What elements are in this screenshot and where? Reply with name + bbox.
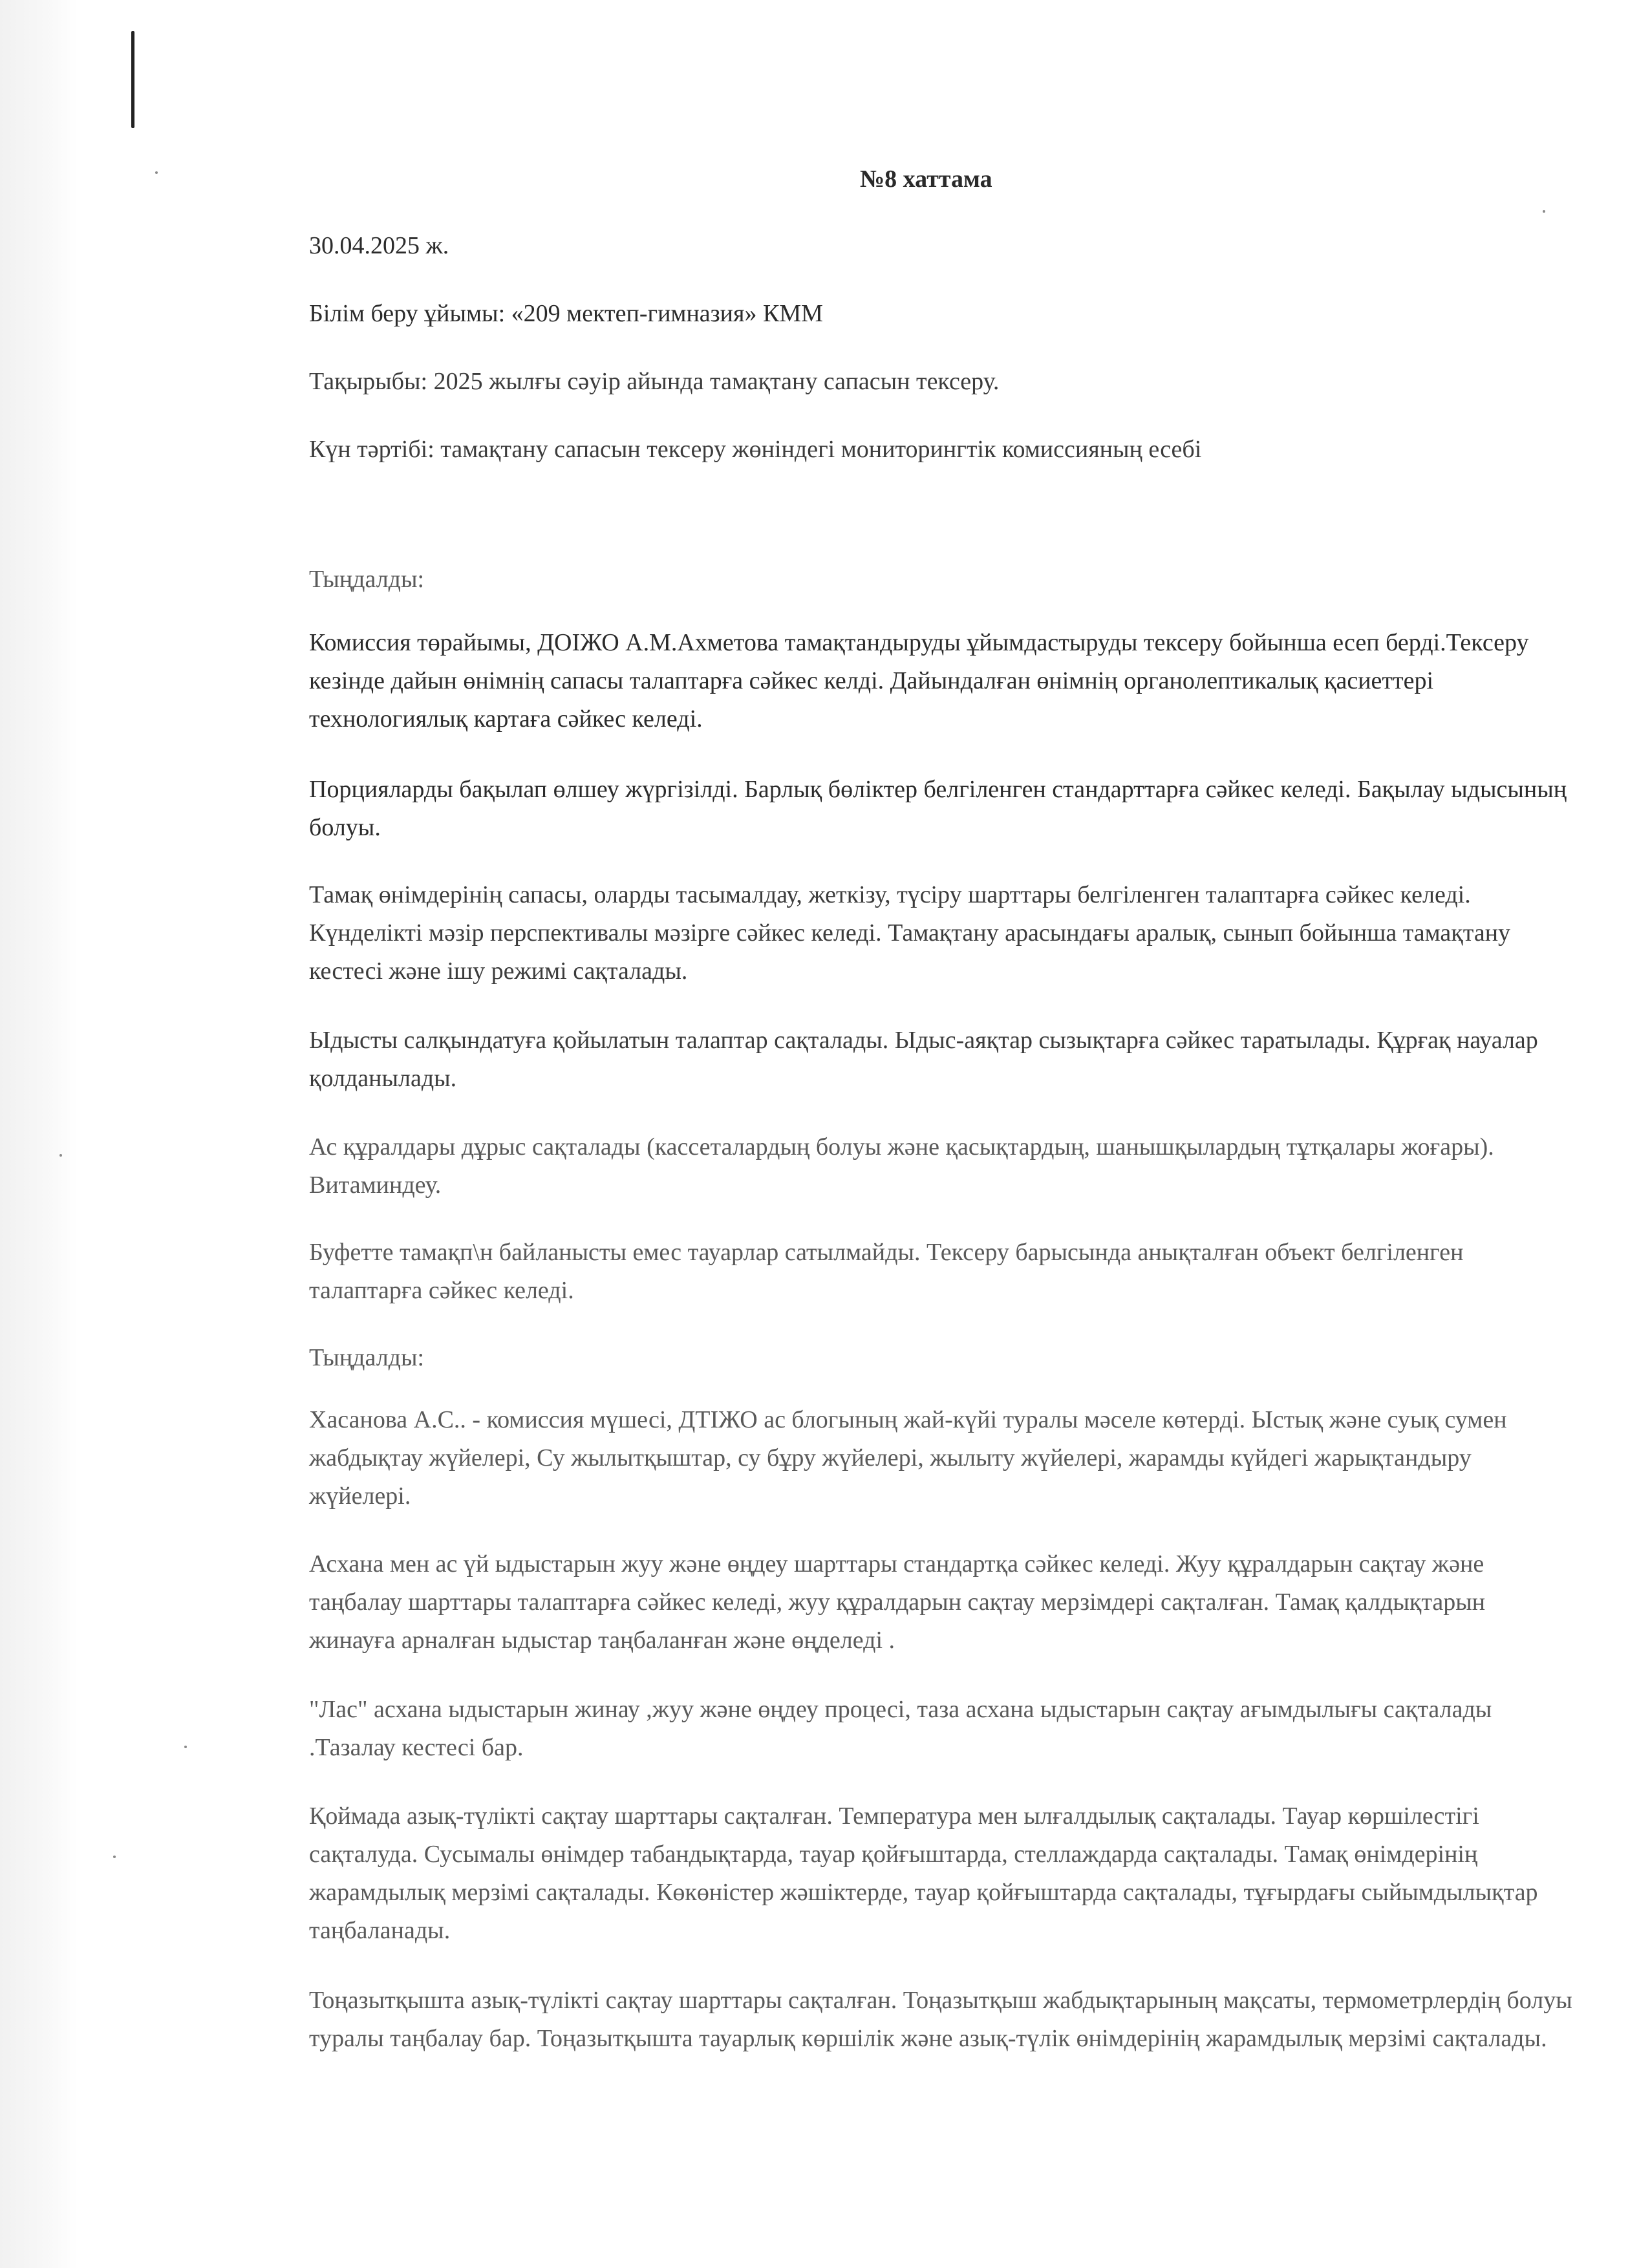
report-paragraph: Тамақ өнімдерінің сапасы, оларды тасымалдау, жеткізу, түсіру шарттары белгіленген талаптарға сәйкес келеді. Күнделікті мәзір перспективалы мәзірге сәйкес келеді. Тамақтану арасындағы аралық, сынып бойынша тамақтану кестесі және ішу режимі сақталады. <box>309 881 1511 985</box>
report-paragraph: Ас құралдары дұрыс сақталады (кассеталардың болуы және қасықтардың, шанышқылардың тұтқалары жоғары). Витаминдеу. <box>309 1133 1494 1199</box>
document-title: №8 хаттама <box>860 166 992 193</box>
scan-speck <box>155 171 158 174</box>
scan-edge-mark <box>131 31 134 128</box>
scan-speck <box>1543 210 1545 213</box>
report-paragraph: Асхана мен ас үй ыдыстарын жуу және өңдеу шарттары стандартқа сәйкес келеді. Жуу құралдарын сақтау және таңбалау шарттары талаптарға сәйкес келеді, жуу құралдарын сақтау мерзімдері сақталған. Тамақ қалдықтарын жинауға арналған ыдыстар таңбаланған және өңделеді . <box>309 1550 1486 1654</box>
topic-line: Тақырыбы: 2025 жылғы сәуір айында тамақтану сапасын тексеру. <box>309 368 1000 395</box>
document-date: 30.04.2025 ж. <box>309 232 449 259</box>
report-paragraph: Ыдысты салқындатуға қойылатын талаптар сақталады. Ыдыс-аяқтар сызықтарға сәйкес таратылады. Құрғақ науалар қолданылады. <box>309 1027 1538 1092</box>
scan-shadow <box>0 0 78 2268</box>
report-paragraph: Порцияларды бақылап өлшеу жүргізілді. Барлық бөліктер белгіленген стандарттарға сәйкес келеді. Бақылау ыдысының болуы. <box>309 776 1567 841</box>
section-heading-heard: Тыңдалды: <box>309 1344 425 1371</box>
agenda-line: Күн тәртібі: тамақтану сапасын тексеру жөніндегі мониторингтік комиссияның есебі <box>309 436 1202 463</box>
report-paragraph: Тоңазытқышта азық-түлікті сақтау шарттары сақталған. Тоңазытқыш жабдықтарының мақсаты, термометрлердің болуы туралы таңбалау бар. Тоңазытқышта тауарлық көршілік және азық-түлік өнімдерінің жарамдылық мерзімі сақталады. <box>309 1987 1572 2052</box>
report-paragraph: Хасанова А.С.. - комиссия мүшесі, ДТІЖО ас блогының жай-күйі туралы мәселе көтерді. Ыстық және суық сумен жабдықтау жүйелері, Су жылытқыштар, су бұру жүйелері, жылыту жүйелері, жарамды күйдегі жарықтандыру жүйелері. <box>309 1406 1507 1510</box>
section-heading-heard: Тыңдалды: <box>309 566 425 593</box>
report-paragraph: Буфетте тамақп\н байланысты емес тауарлар сатылмайды. Тексеру барысында анықталған объект белгіленген талаптарға сәйкес келеді. <box>309 1239 1464 1304</box>
report-paragraph: Комиссия төрайымы, ДОІЖО А.М.Ахметова тамақтандыруды ұйымдастыруды тексеру бойынша есеп берді.Тексеру кезінде дайын өнімнің сапасы талаптарға сәйкес келді. Дайындалған өнімнің органолептикалық қасиеттері технологиялық картаға сәйкес келеді. <box>309 629 1529 733</box>
scan-speck <box>184 1746 187 1748</box>
scan-speck <box>113 1856 116 1858</box>
report-paragraph: "Лаc" асхана ыдыстарын жинау ,жуу және өңдеу процесі, таза асхана ыдыстарын сақтау ағымдылығы сақталады .Тазалау кестесі бар. <box>309 1696 1492 1761</box>
organization-line: Білім беру ұйымы: «209 мектеп-гимназия» КММ <box>309 300 823 327</box>
report-paragraph: Қоймада азық-түлікті сақтау шарттары сақталған. Температура мен ылғалдылық сақталады. Тауар көршілестігі сақталуда. Сусымалы өнімдер табандықтарда, тауар қойғыштарда, стеллаждарда сақталады. Тамақ өнімдерінің жарамдылық мерзімі сақталады. Көкөністер жәшіктерде, тауар қойғыштарда сақталады, тұғырдағы сыйымдылықтар таңбаланады. <box>309 1803 1538 1944</box>
scan-speck <box>59 1154 62 1157</box>
